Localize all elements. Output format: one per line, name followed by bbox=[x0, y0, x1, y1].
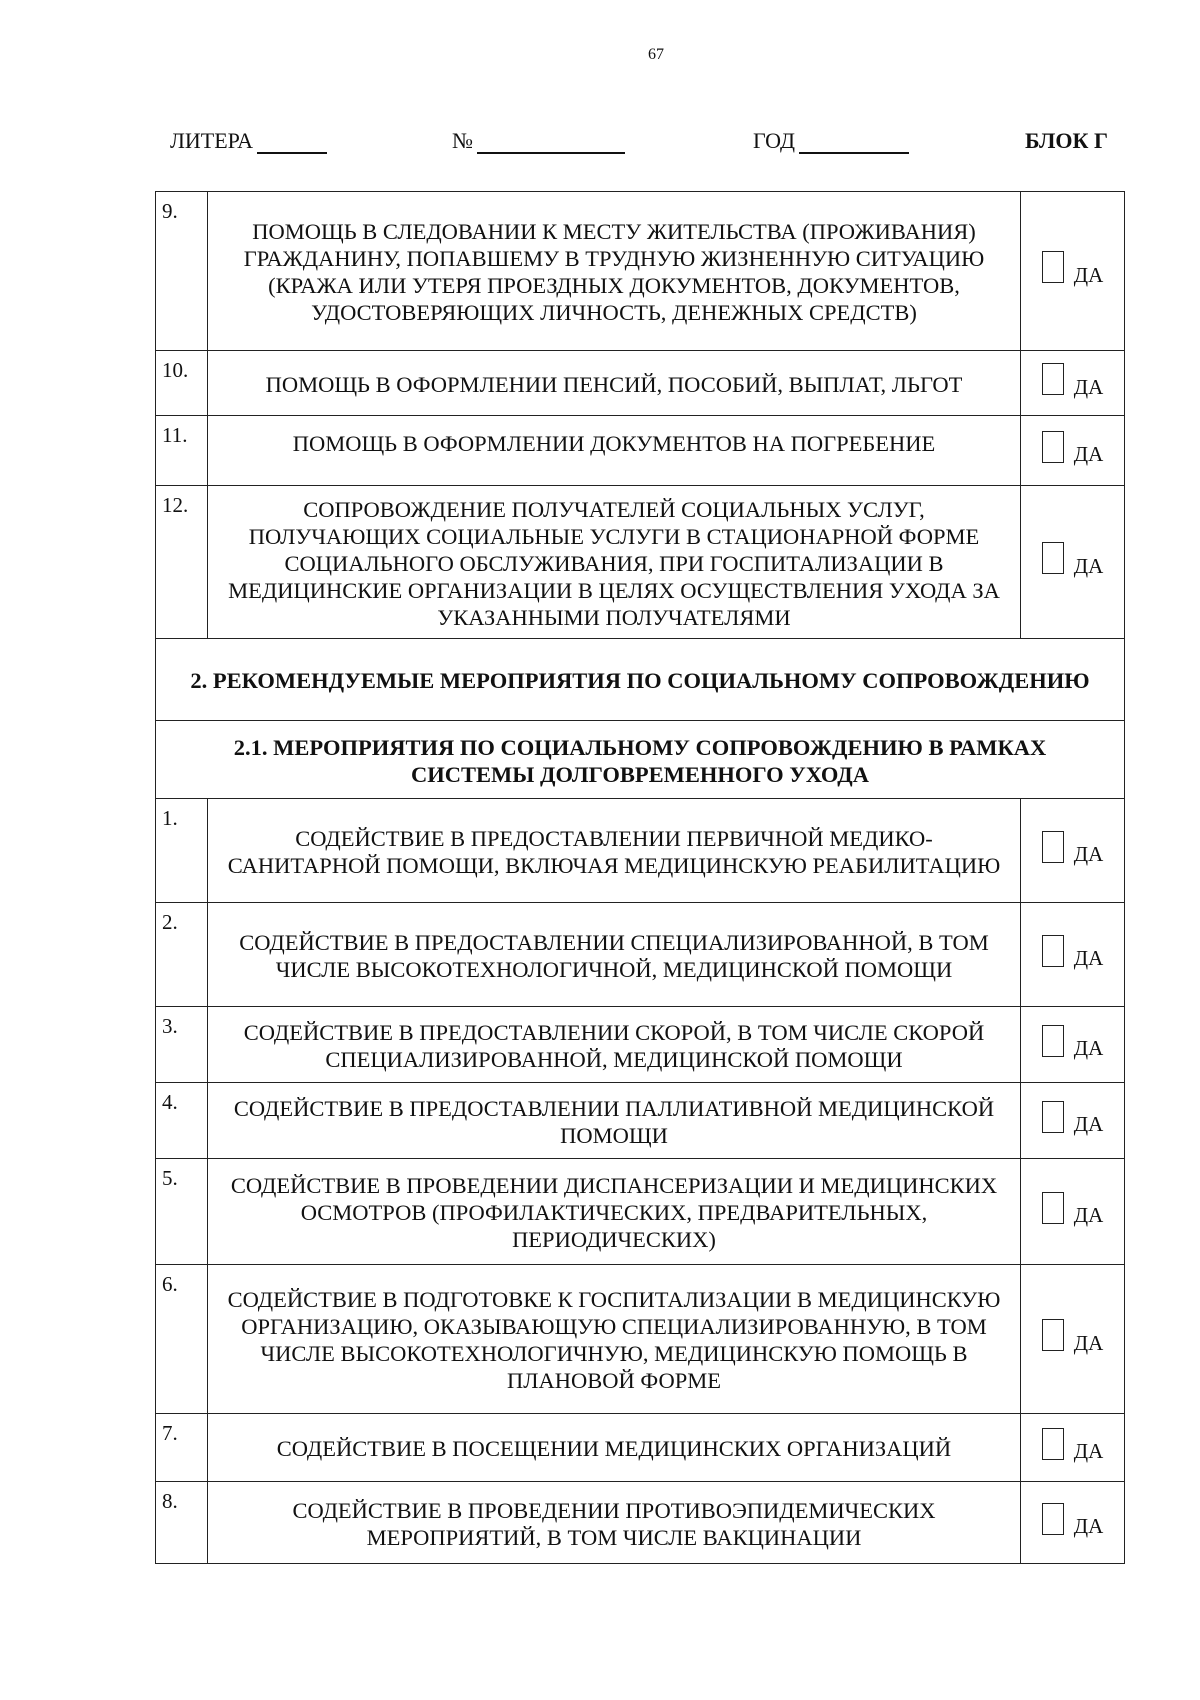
number-label: № bbox=[452, 128, 473, 153]
services-table bbox=[155, 191, 1125, 1564]
row-text: СОДЕЙСТВИЕ В ПОСЕЩЕНИИ МЕДИЦИНСКИХ ОРГАНИЗАЦИЙ bbox=[208, 1414, 1021, 1482]
page-number-text: 67 bbox=[648, 46, 664, 63]
row-checkbox-cell bbox=[1021, 799, 1125, 903]
table-row bbox=[156, 1159, 1125, 1265]
table-row bbox=[156, 1265, 1125, 1414]
checkbox-label: ДА bbox=[1073, 1330, 1104, 1355]
row-text: ПОМОЩЬ В ОФОРМЛЕНИИ ПЕНСИЙ, ПОСОБИЙ, ВЫПЛАТ, ЛЬГОТ bbox=[208, 351, 1021, 416]
row-number: 3. bbox=[156, 1007, 208, 1083]
row-text: СОДЕЙСТВИЕ В ПРЕДОСТАВЛЕНИИ СПЕЦИАЛИЗИРОВАННОЙ, В ТОМ ЧИСЛЕ ВЫСОКОТЕХНОЛОГИЧНОЙ, МЕДИЦИНСКОЙ ПОМОЩИ bbox=[208, 903, 1021, 1007]
row-checkbox-cell bbox=[1021, 1083, 1125, 1159]
row-text: СОДЕЙСТВИЕ В ПРОВЕДЕНИИ ПРОТИВОЭПИДЕМИЧЕСКИХ МЕРОПРИЯТИЙ, В ТОМ ЧИСЛЕ ВАКЦИНАЦИИ bbox=[208, 1482, 1021, 1564]
table-row bbox=[156, 799, 1125, 903]
checkbox-label: ДА bbox=[1073, 1112, 1104, 1136]
table-row bbox=[156, 351, 1125, 416]
table-row bbox=[156, 1482, 1125, 1564]
row-checkbox-cell bbox=[1021, 1159, 1125, 1265]
checkbox[interactable] bbox=[1042, 363, 1064, 395]
row-text: СОПРОВОЖДЕНИЕ ПОЛУЧАТЕЛЕЙ СОЦИАЛЬНЫХ УСЛУГ, ПОЛУЧАЮЩИХ СОЦИАЛЬНЫЕ УСЛУГИ В СТАЦИОНАРНОЙ ФОРМЕ СОЦИАЛЬНОГО ОБСЛУЖИВАНИЯ, ПРИ ГОСПИТАЛИЗАЦИИ В МЕДИЦИНСКИЕ ОРГАНИЗАЦИИ В ЦЕЛЯХ ОСУЩЕСТВЛЕНИЯ УХОДА ЗА УКАЗАННЫМИ ПОЛУЧАТЕЛЯМИ bbox=[208, 486, 1021, 639]
row-number: 2. bbox=[156, 903, 208, 1007]
row-checkbox-cell bbox=[1021, 1265, 1125, 1414]
checkbox-label: ДА bbox=[1073, 1439, 1104, 1463]
row-text: СОДЕЙСТВИЕ В ПРОВЕДЕНИИ ДИСПАНСЕРИЗАЦИИ И МЕДИЦИНСКИХ ОСМОТРОВ (ПРОФИЛАКТИЧЕСКИХ, ПРЕДВАРИТЕЛЬНЫХ, ПЕРИОДИЧЕСКИХ) bbox=[208, 1159, 1021, 1265]
row-number: 6. bbox=[156, 1265, 208, 1414]
row-text: ПОМОЩЬ В СЛЕДОВАНИИ К МЕСТУ ЖИТЕЛЬСТВА (ПРОЖИВАНИЯ) ГРАЖДАНИНУ, ПОПАВШЕМУ В ТРУДНУЮ ЖИЗНЕННУЮ СИТУАЦИЮ (КРАЖА ИЛИ УТЕРЯ ПРОЕЗДНЫХ ДОКУМЕНТОВ, ДОКУМЕНТОВ, УДОСТОВЕРЯЮЩИХ ЛИЧНОСТЬ, ДЕНЕЖНЫХ СРЕДСТВ) bbox=[208, 192, 1021, 351]
row-number: 9. bbox=[156, 192, 208, 351]
row-text: СОДЕЙСТВИЕ В ПРЕДОСТАВЛЕНИИ ПАЛЛИАТИВНОЙ МЕДИЦИНСКОЙ ПОМОЩИ bbox=[208, 1083, 1021, 1159]
table-row bbox=[156, 1007, 1125, 1083]
row-checkbox-cell bbox=[1021, 1414, 1125, 1482]
row-number: 10. bbox=[156, 351, 208, 416]
checkbox-label: ДА bbox=[1073, 442, 1104, 466]
row-checkbox-cell bbox=[1021, 1482, 1125, 1564]
checkbox-label: ДА bbox=[1073, 1514, 1104, 1538]
litera-field bbox=[170, 128, 327, 154]
table-row bbox=[156, 416, 1125, 486]
table-row bbox=[156, 903, 1125, 1007]
section-2-1-title: 2.1. МЕРОПРИЯТИЯ ПО СОЦИАЛЬНОМУ СОПРОВОЖДЕНИЮ В РАМКАХ СИСТЕМЫ ДОЛГОВРЕМЕННОГО УХОДА bbox=[156, 721, 1125, 799]
checkbox-label: ДА bbox=[1073, 1203, 1104, 1227]
row-text: ПОМОЩЬ В ОФОРМЛЕНИИ ДОКУМЕНТОВ НА ПОГРЕБЕНИЕ bbox=[208, 416, 1021, 486]
checkbox-label: ДА bbox=[1073, 1036, 1104, 1060]
row-checkbox-cell bbox=[1021, 416, 1125, 486]
table-row bbox=[156, 1414, 1125, 1482]
row-number: 8. bbox=[156, 1482, 208, 1564]
table-row bbox=[156, 192, 1125, 351]
row-number: 4. bbox=[156, 1083, 208, 1159]
checkbox-label: ДА bbox=[1073, 842, 1104, 866]
table-row bbox=[156, 486, 1125, 639]
row-checkbox-cell bbox=[1021, 486, 1125, 639]
section-row bbox=[156, 639, 1125, 721]
litera-input-line[interactable] bbox=[257, 130, 327, 154]
row-number: 1. bbox=[156, 799, 208, 903]
checkbox-label: ДА bbox=[1073, 374, 1104, 399]
row-number: 5. bbox=[156, 1159, 208, 1265]
section-row bbox=[156, 721, 1125, 799]
block-label bbox=[1025, 128, 1108, 154]
checkbox[interactable] bbox=[1042, 542, 1064, 574]
row-checkbox-cell bbox=[1021, 351, 1125, 416]
row-number: 7. bbox=[156, 1414, 208, 1482]
year-field bbox=[753, 128, 909, 154]
checkbox[interactable] bbox=[1042, 431, 1064, 463]
row-number: 12. bbox=[156, 486, 208, 639]
checkbox[interactable] bbox=[1042, 1192, 1064, 1224]
checkbox[interactable] bbox=[1042, 935, 1064, 967]
form-header bbox=[0, 128, 1200, 158]
checkbox[interactable] bbox=[1042, 1025, 1064, 1057]
number-input-line[interactable] bbox=[477, 130, 625, 154]
row-checkbox-cell bbox=[1021, 1007, 1125, 1083]
checkbox[interactable] bbox=[1042, 1428, 1064, 1460]
row-text: СОДЕЙСТВИЕ В ПРЕДОСТАВЛЕНИИ ПЕРВИЧНОЙ МЕДИКО-САНИТАРНОЙ ПОМОЩИ, ВКЛЮЧАЯ МЕДИЦИНСКУЮ РЕАБИЛИТАЦИЮ bbox=[208, 799, 1021, 903]
row-checkbox-cell bbox=[1021, 192, 1125, 351]
block-label-text: БЛОК Г bbox=[1025, 128, 1108, 153]
checkbox-label: ДА bbox=[1073, 553, 1104, 578]
table-row bbox=[156, 1083, 1125, 1159]
section-2-title: 2. РЕКОМЕНДУЕМЫЕ МЕРОПРИЯТИЯ ПО СОЦИАЛЬНОМУ СОПРОВОЖДЕНИЮ bbox=[156, 639, 1125, 721]
checkbox[interactable] bbox=[1042, 1101, 1064, 1133]
checkbox-label: ДА bbox=[1073, 946, 1104, 970]
checkbox[interactable] bbox=[1042, 1503, 1064, 1535]
checkbox-label: ДА bbox=[1073, 262, 1104, 287]
number-field bbox=[452, 128, 625, 154]
row-text: СОДЕЙСТВИЕ В ПОДГОТОВКЕ К ГОСПИТАЛИЗАЦИИ В МЕДИЦИНСКУЮ ОРГАНИЗАЦИЮ, ОКАЗЫВАЮЩУЮ СПЕЦИАЛИЗИРОВАННУЮ, В ТОМ ЧИСЛЕ ВЫСОКОТЕХНОЛОГИЧНУЮ, МЕДИЦИНСКУЮ ПОМОЩЬ В ПЛАНОВОЙ ФОРМЕ bbox=[208, 1265, 1021, 1414]
litera-label: ЛИТЕРА bbox=[170, 128, 253, 153]
row-checkbox-cell bbox=[1021, 903, 1125, 1007]
year-input-line[interactable] bbox=[799, 130, 909, 154]
checkbox[interactable] bbox=[1042, 831, 1064, 863]
year-label: ГОД bbox=[753, 128, 795, 153]
row-number: 11. bbox=[156, 416, 208, 486]
checkbox[interactable] bbox=[1042, 251, 1064, 283]
checkbox[interactable] bbox=[1042, 1319, 1064, 1351]
row-text: СОДЕЙСТВИЕ В ПРЕДОСТАВЛЕНИИ СКОРОЙ, В ТОМ ЧИСЛЕ СКОРОЙ СПЕЦИАЛИЗИРОВАННОЙ, МЕДИЦИНСКОЙ ПОМОЩИ bbox=[208, 1007, 1021, 1083]
